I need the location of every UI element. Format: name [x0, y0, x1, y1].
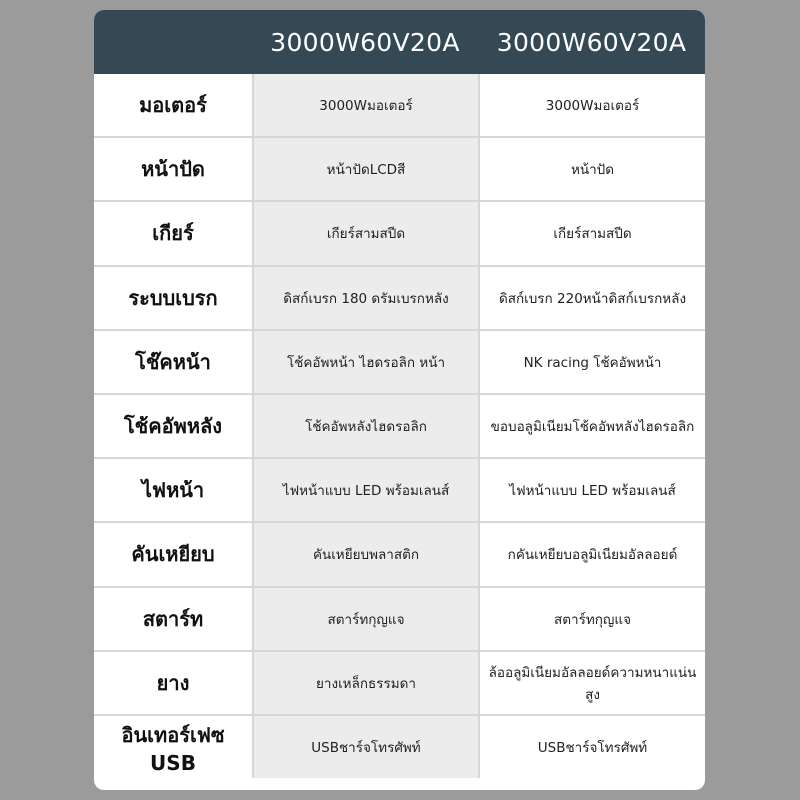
table-row: [94, 265, 705, 329]
table-row: [94, 714, 705, 778]
table-row: [94, 457, 705, 521]
row-label: โช้คอัพหลัง: [123, 414, 223, 439]
header-empty-cell: [94, 10, 252, 74]
row-value-model-1: เกียร์สามสปีด: [252, 202, 478, 264]
row-value-model-1: 3000Wมอเตอร์: [252, 74, 478, 136]
row-value-model-1: คันเหยียบพลาสติก: [252, 523, 478, 585]
header-model-1: 3000W60V20A: [270, 27, 460, 57]
row-value-model-1: หน้าปัดLCDสี: [252, 138, 478, 200]
row-value-model-1: ไฟหน้าแบบ LED พร้อมเลนส์: [252, 459, 478, 521]
row-label: อินเทอร์เฟซ USB: [121, 722, 225, 775]
row-value-model-2: ขอบอลูมิเนียมโช้คอัพหลังไฮดรอลิก: [478, 395, 705, 457]
table-row: [94, 586, 705, 650]
row-value-model-2: ล้ออลูมิเนียมอัลลอยด์ความหนาแน่นสูง: [478, 652, 705, 714]
row-label: สตาร์ท: [142, 606, 204, 631]
row-label: ไฟหน้า: [141, 478, 205, 503]
row-value-model-2: ไฟหน้าแบบ LED พร้อมเลนส์: [478, 459, 705, 521]
table-row: [94, 136, 705, 200]
row-value-model-2: กคันเหยียบอลูมิเนียมอัลลอยด์: [478, 523, 705, 585]
table-header: [94, 10, 705, 74]
table-row: [94, 393, 705, 457]
row-value-model-2: สตาร์ทกุญแจ: [478, 588, 705, 650]
row-value-model-2: NK racing โช้คอัพหน้า: [478, 331, 705, 393]
row-value-model-2: เกียร์สามสปีด: [478, 202, 705, 264]
table-row: [94, 200, 705, 264]
row-label: ระบบเบรก: [128, 285, 218, 310]
table-row: [94, 521, 705, 585]
row-value-model-2: 3000Wมอเตอร์: [478, 74, 705, 136]
table-row: [94, 74, 705, 136]
row-label: ยาง: [156, 670, 190, 695]
row-value-model-1: ดิสก์เบรก 180 ดรัมเบรกหลัง: [252, 267, 478, 329]
row-value-model-1: USBชาร์จโทรศัพท์: [252, 716, 478, 778]
row-label: คันเหยียบ: [131, 542, 215, 567]
table-body: [94, 74, 705, 778]
row-value-model-1: โช้คอัพหน้า ไฮดรอลิก หน้า: [252, 331, 478, 393]
row-value-model-1: โช้คอัพหลังไฮดรอลิก: [252, 395, 478, 457]
row-label: มอเตอร์: [139, 93, 207, 118]
row-label: เกียร์: [152, 221, 194, 246]
row-value-model-2: ดิสก์เบรก 220หน้าดิสก์เบรกหลัง: [478, 267, 705, 329]
row-value-model-2: USBชาร์จโทรศัพท์: [478, 716, 705, 778]
row-label: โช๊คหน้า: [135, 349, 211, 374]
table-row: [94, 650, 705, 714]
row-value-model-1: ยางเหล็กธรรมดา: [252, 652, 478, 714]
spec-comparison-table: [94, 10, 705, 790]
header-model-2: 3000W60V20A: [496, 27, 687, 57]
row-label: หน้าปัด: [141, 157, 205, 182]
row-value-model-2: หน้าปัด: [478, 138, 705, 200]
table-row: [94, 329, 705, 393]
row-value-model-1: สตาร์ทกุญแจ: [252, 588, 478, 650]
